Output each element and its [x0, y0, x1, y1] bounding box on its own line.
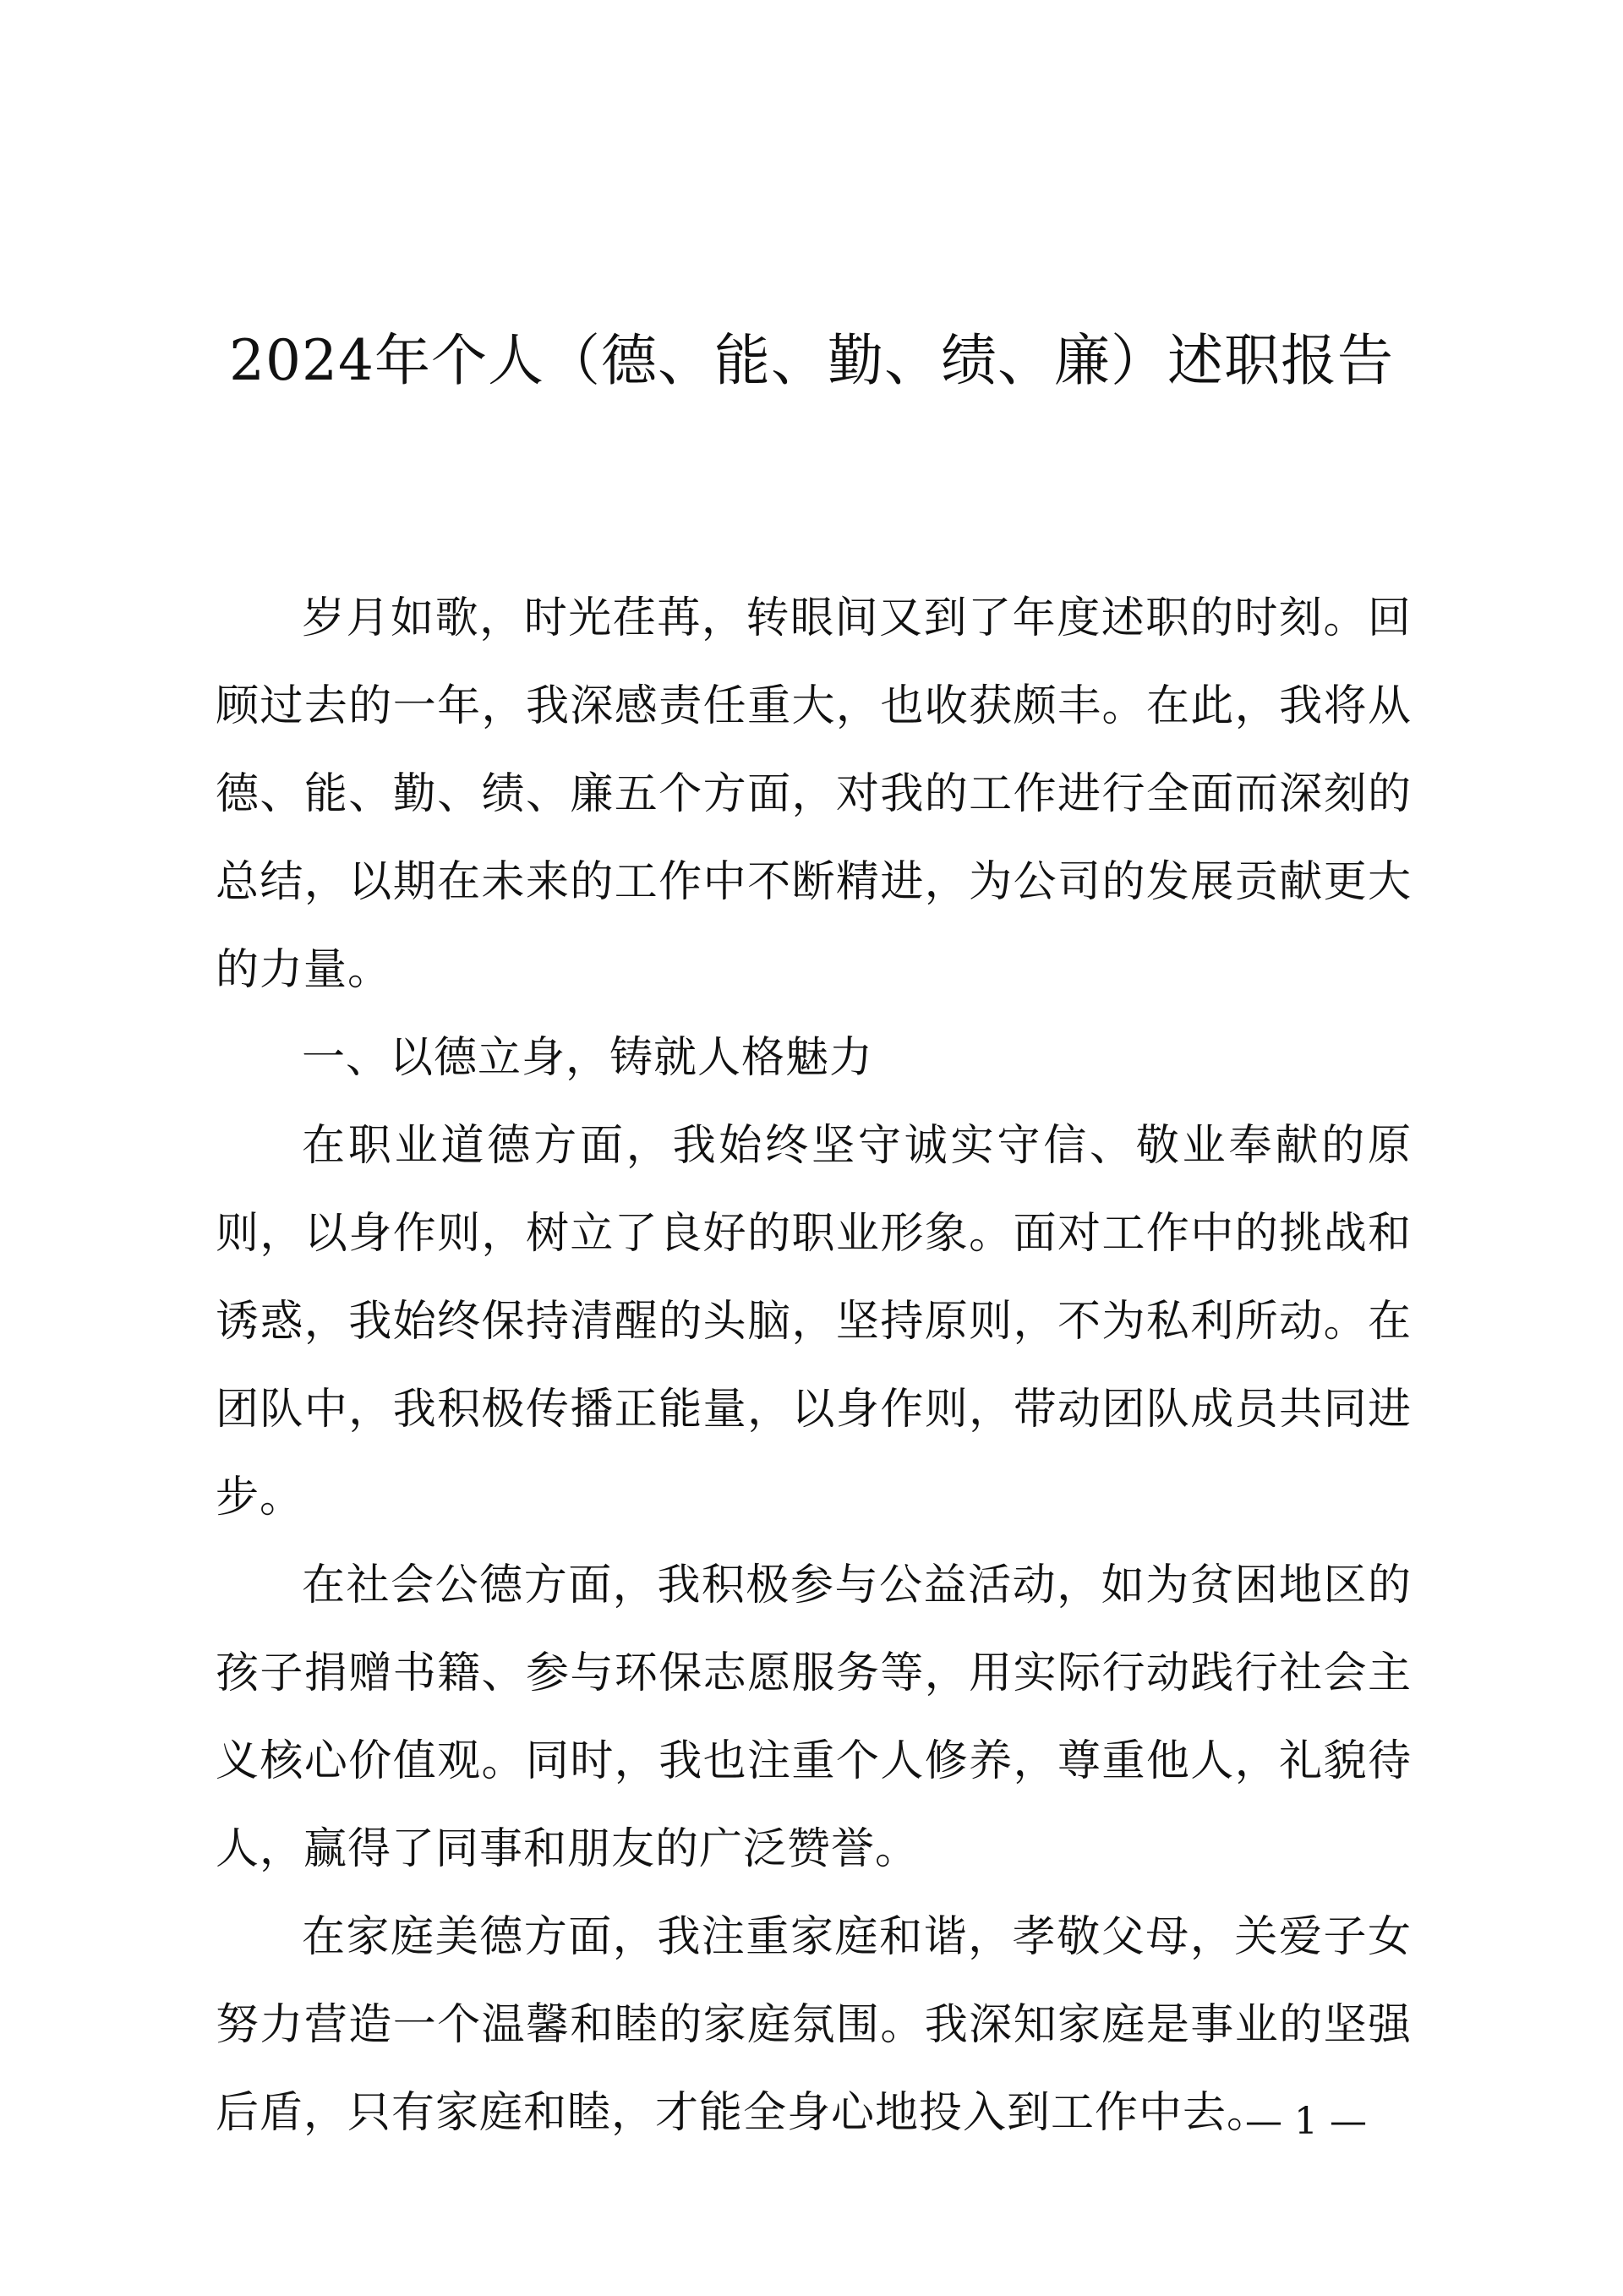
document-title: 2024年个人（德、能、勤、绩、廉）述职报告 — [229, 328, 1394, 393]
paragraph-intro: 岁月如歌，时光荏苒，转眼间又到了年度述职的时刻。回顾过去的一年，我深感责任重大，也收获颇丰。在此，我将从德、能、勤、绩、廉五个方面，对我的工作进行全面而深刻的总结，以期在未来的工作中不断精进，为公司的发展贡献更大的力量。 — [216, 593, 1412, 995]
page-number: — 1 — — [1245, 2100, 1367, 2143]
paragraph-family-virtue: 在家庭美德方面，我注重家庭和谐，孝敬父母，关爱子女努力营造一个温馨和睦的家庭氛围。我深知家庭是事业的坚强后盾，只有家庭和睦，才能全身心地投入到工作中去。 — [216, 1912, 1412, 2138]
section-heading-morality: 一、以德立身，铸就人格魅力 — [302, 1033, 874, 1083]
paragraph-professional-ethics: 在职业道德方面，我始终坚守诚实守信、敬业奉献的原则，以身作则，树立了良好的职业形象。面对工作中的挑战和诱惑，我始终保持清醒的头脑，坚持原则，不为私利所动。在团队中，我积极传播正能量，以身作则，带动团队成员共同进步。 — [216, 1121, 1412, 1522]
document-body — [216, 575, 1412, 2157]
paragraph-social-ethics: 在社会公德方面，我积极参与公益活动，如为贫困地区的孩子捐赠书籍、参与环保志愿服务等，用实际行动践行社会主义核心价值观。同时，我也注重个人修养，尊重他人，礼貌待人，赢得了同事和朋友的广泛赞誉。 — [216, 1561, 1412, 1874]
